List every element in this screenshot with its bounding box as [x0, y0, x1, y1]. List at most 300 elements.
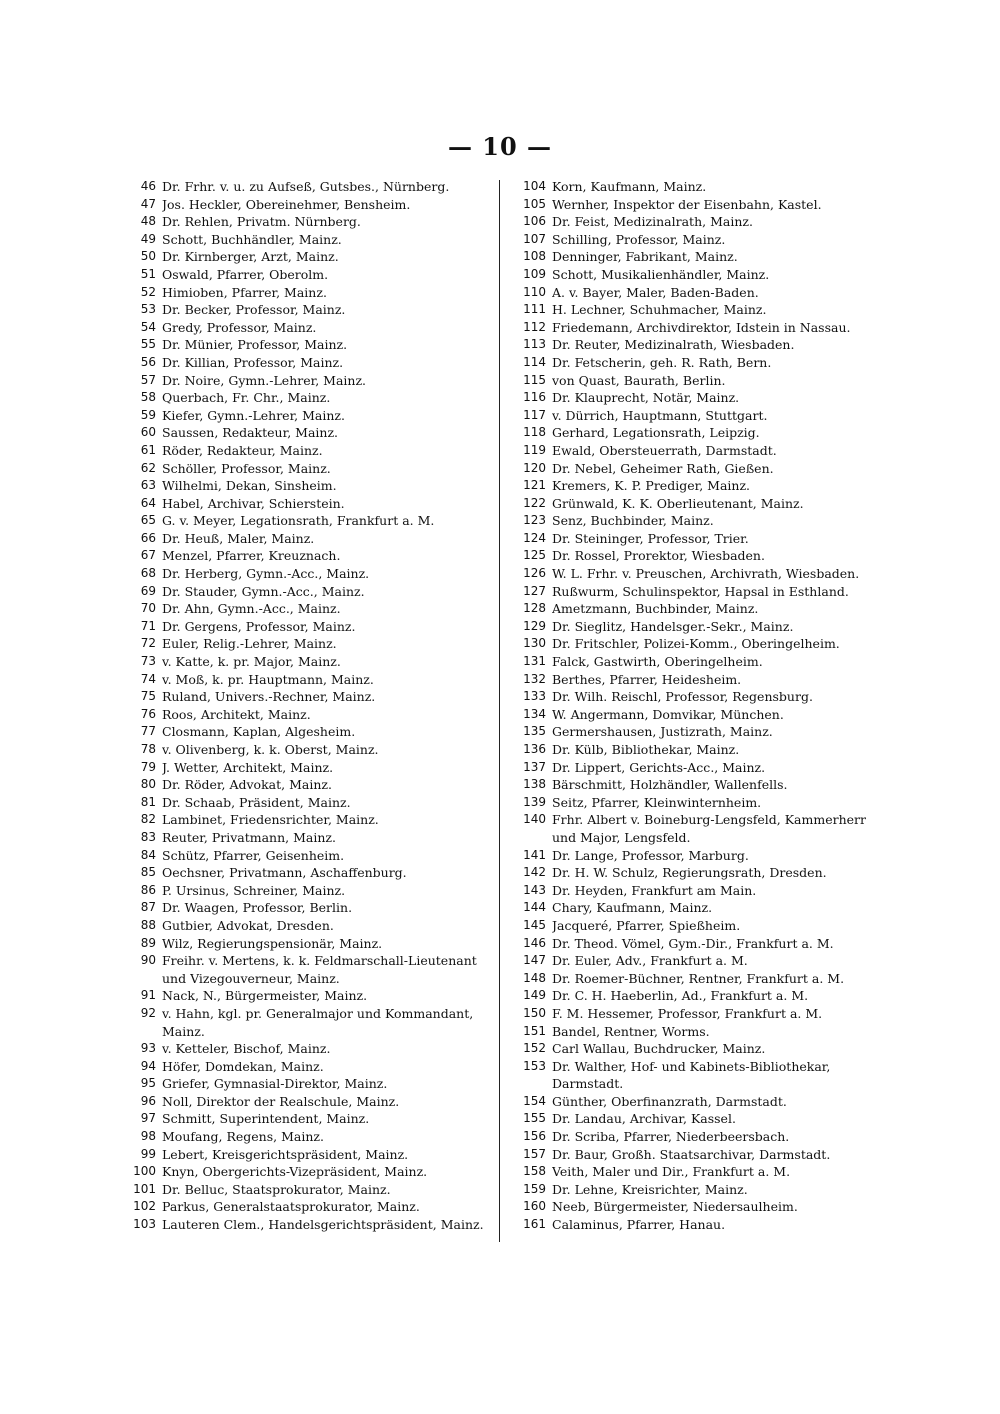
list-item: [120, 178, 492, 196]
entry-number: 107: [523, 231, 546, 246]
entry-text: Bandel, Rentner, Worms.: [552, 1023, 710, 1039]
entry-number: 114: [523, 354, 546, 369]
entry-number: 99: [140, 1146, 156, 1161]
entry-number: 110: [523, 284, 546, 299]
entry-text: Frhr. Albert v. Boineburg-Lengsfeld, Kammerherr und Major, Lengsfeld.: [552, 812, 866, 845]
list-item: [120, 987, 492, 1005]
entry-text: Dr. Fritschler, Polizei-Komm., Oberingelheim.: [552, 636, 840, 652]
entry-number: 91: [140, 988, 156, 1003]
list-item: [510, 935, 885, 953]
list-item: [510, 583, 885, 601]
list-item: [120, 811, 492, 829]
entry-number: 64: [140, 495, 156, 510]
entry-number: 54: [140, 319, 156, 334]
entry-number: 121: [523, 478, 546, 493]
list-item: [120, 477, 492, 495]
entry-number: 153: [523, 1058, 546, 1073]
entry-text: Dr. Frhr. v. u. zu Aufseß, Gutsbes., Nürnberg.: [162, 179, 450, 194]
list-item: [510, 319, 885, 337]
entry-number: 124: [523, 530, 546, 545]
entry-text: Dr. Belluc, Staatsprokurator, Mainz.: [162, 1181, 391, 1197]
entry-number: 87: [140, 900, 156, 915]
entry-text: Calaminus, Pfarrer, Hanau.: [552, 1217, 726, 1233]
entry-text: v. Ketteler, Bischof, Mainz.: [162, 1041, 331, 1057]
list-item: [510, 1216, 885, 1234]
entry-text: Dr. Walther, Hof- und Kabinets-Bibliothekar, Darmstadt.: [552, 1058, 831, 1092]
entry-number: 67: [140, 548, 156, 563]
list-item: [510, 196, 885, 214]
entry-number: 133: [523, 689, 546, 704]
list-item: [510, 635, 885, 653]
entry-number: 88: [140, 917, 156, 932]
entry-text: Reuter, Privatmann, Mainz.: [162, 829, 336, 845]
entry-number: 115: [523, 372, 546, 387]
entry-number: 77: [140, 724, 156, 739]
entry-number: 154: [523, 1093, 546, 1108]
entry-number: 70: [140, 601, 156, 616]
list-item: [120, 741, 492, 759]
entry-number: 148: [523, 970, 546, 985]
entry-number: 92: [140, 1005, 156, 1020]
list-item: [120, 1110, 492, 1128]
entry-text: Korn, Kaufmann, Mainz.: [552, 179, 707, 194]
entry-text: Berthes, Pfarrer, Heidesheim.: [552, 671, 742, 687]
entry-number: 96: [140, 1093, 156, 1108]
list-item: [120, 688, 492, 706]
list-item: [120, 847, 492, 865]
list-item: [510, 899, 885, 917]
entry-text: Noll, Direktor der Realschule, Mainz.: [162, 1093, 400, 1109]
list-item: [120, 706, 492, 724]
entry-text: Dr. H. W. Schulz, Regierungsrath, Dresden.: [552, 865, 827, 881]
entry-number: 58: [140, 390, 156, 405]
entry-text: Friedemann, Archivdirektor, Idstein in Nassau.: [552, 319, 851, 335]
list-item: [120, 1216, 492, 1234]
list-item: [120, 442, 492, 460]
entry-text: Dr. C. H. Haeberlin, Ad., Frankfurt a. M.: [552, 988, 809, 1004]
list-item: [120, 618, 492, 636]
list-item: [120, 407, 492, 425]
entry-text: Grünwald, K. K. Oberlieutenant, Mainz.: [552, 495, 804, 511]
entry-text: Dr. Euler, Adv., Frankfurt a. M.: [552, 953, 748, 969]
entry-number: 158: [523, 1164, 546, 1179]
list-item: [510, 266, 885, 284]
entry-text: Griefer, Gymnasial-Direktor, Mainz.: [162, 1076, 388, 1092]
list-item: [120, 231, 492, 249]
entry-text: Dr. Sieglitz, Handelsger.-Sekr., Mainz.: [552, 618, 794, 634]
list-item: [510, 1093, 885, 1111]
entry-text: Röder, Redakteur, Mainz.: [162, 442, 323, 458]
entry-number: 118: [523, 425, 546, 440]
entry-number: 119: [523, 442, 546, 457]
entry-number: 132: [523, 671, 546, 686]
list-item: [120, 1005, 492, 1040]
left-column: [120, 178, 492, 1234]
list-item: [510, 547, 885, 565]
entry-text: Dr. Steininger, Professor, Trier.: [552, 530, 749, 546]
entry-number: 50: [140, 249, 156, 264]
entry-number: 146: [523, 935, 546, 950]
entry-text: v. Hahn, kgl. pr. Generalmajor und Kommandant, Mainz.: [162, 1005, 474, 1039]
entry-text: Schott, Musikalienhändler, Mainz.: [552, 266, 770, 282]
list-item: [510, 178, 885, 196]
list-item: [120, 495, 492, 513]
entry-number: 144: [523, 900, 546, 915]
entry-text: Falck, Gastwirth, Oberingelheim.: [552, 654, 763, 670]
entry-number: 85: [140, 865, 156, 880]
entry-text: Saussen, Redakteur, Mainz.: [162, 425, 339, 441]
list-item: [510, 952, 885, 970]
entry-number: 113: [523, 337, 546, 352]
list-item: [120, 723, 492, 741]
entry-number: 61: [140, 442, 156, 457]
entry-number: 84: [140, 847, 156, 862]
entry-text: Dr. Fetscherin, geh. R. Rath, Bern.: [552, 354, 772, 370]
entry-text: Lauteren Clem., Handelsgerichtspräsident, Mainz.: [162, 1217, 484, 1233]
entry-text: J. Wetter, Architekt, Mainz.: [162, 759, 334, 775]
entry-text: W. L. Frhr. v. Preuschen, Archivrath, Wiesbaden.: [552, 566, 860, 582]
entry-number: 150: [523, 1005, 546, 1020]
list-item: [510, 389, 885, 407]
entry-text: Dr. Röder, Advokat, Mainz.: [162, 777, 332, 793]
entry-text: Dr. Rossel, Prorektor, Wiesbaden.: [552, 548, 765, 564]
entry-text: Wernher, Inspektor der Eisenbahn, Kastel.: [552, 196, 822, 212]
entry-number: 126: [523, 566, 546, 581]
entry-text: Dr. Stauder, Gymn.-Acc., Mainz.: [162, 583, 365, 599]
entry-number: 140: [523, 812, 546, 827]
entry-number: 102: [133, 1199, 156, 1214]
list-item: [120, 952, 492, 987]
entry-number: 52: [140, 284, 156, 299]
entry-number: 47: [140, 196, 156, 211]
entry-number: 89: [140, 935, 156, 950]
entry-text: Dr. Killian, Professor, Mainz.: [162, 354, 344, 370]
list-item: [120, 1040, 492, 1058]
entry-number: 68: [140, 566, 156, 581]
entry-number: 82: [140, 812, 156, 827]
entry-number: 94: [140, 1058, 156, 1073]
entry-text: Dr. Noire, Gymn.-Lehrer, Mainz.: [162, 372, 367, 388]
entry-number: 76: [140, 706, 156, 721]
entry-number: 49: [140, 231, 156, 246]
entry-text: Dr. Kirnberger, Arzt, Mainz.: [162, 249, 339, 265]
entry-text: Schott, Buchhändler, Mainz.: [162, 231, 342, 247]
entry-text: Gutbier, Advokat, Dresden.: [162, 917, 334, 933]
entry-text: Carl Wallau, Buchdrucker, Mainz.: [552, 1041, 766, 1057]
entry-number: 69: [140, 583, 156, 598]
list-item: [120, 1128, 492, 1146]
entry-text: Dr. Külb, Bibliothekar, Mainz.: [552, 742, 740, 757]
list-item: [120, 1146, 492, 1164]
entry-number: 145: [523, 917, 546, 932]
entry-number: 159: [523, 1181, 546, 1196]
list-item: [120, 864, 492, 882]
entry-number: 108: [523, 249, 546, 264]
entry-number: 65: [140, 513, 156, 528]
entry-text: Jacqueré, Pfarrer, Spießheim.: [552, 917, 741, 933]
entry-text: Gerhard, Legationsrath, Leipzig.: [552, 425, 760, 441]
entry-text: Jos. Heckler, Obereinehmer, Bensheim.: [162, 196, 411, 212]
entry-number: 123: [523, 513, 546, 528]
list-item: [120, 1075, 492, 1093]
entry-number: 155: [523, 1111, 546, 1126]
entry-text: Querbach, Fr. Chr., Mainz.: [162, 390, 331, 406]
entry-number: 105: [523, 196, 546, 211]
list-item: [510, 1128, 885, 1146]
list-item: [510, 759, 885, 777]
entry-text: Dr. Waagen, Professor, Berlin.: [162, 900, 353, 916]
entry-text: F. M. Hessemer, Professor, Frankfurt a. M.: [552, 1005, 823, 1021]
column-divider: [499, 180, 500, 1242]
list-item: [120, 196, 492, 214]
entry-text: Dr. Lippert, Gerichts-Acc., Mainz.: [552, 759, 766, 775]
list-item: [120, 547, 492, 565]
list-item: [510, 847, 885, 865]
entry-number: 130: [523, 636, 546, 651]
entry-number: 80: [140, 777, 156, 792]
list-item: [120, 319, 492, 337]
list-item: [510, 460, 885, 478]
entry-number: 161: [523, 1217, 546, 1232]
entry-number: 143: [523, 882, 546, 897]
list-item: [510, 706, 885, 724]
list-item: [120, 935, 492, 953]
list-item: [510, 565, 885, 583]
list-item: [510, 530, 885, 548]
list-item: [120, 284, 492, 302]
entry-number: 151: [523, 1023, 546, 1038]
list-item: [510, 301, 885, 319]
entry-number: 86: [140, 882, 156, 897]
list-item: [510, 1040, 885, 1058]
list-item: [120, 1198, 492, 1216]
entry-number: 160: [523, 1199, 546, 1214]
entry-text: v. Moß, k. pr. Hauptmann, Mainz.: [162, 671, 374, 687]
list-item: [120, 1181, 492, 1199]
entry-number: 122: [523, 495, 546, 510]
entry-number: 48: [140, 214, 156, 229]
entry-text: Denninger, Fabrikant, Mainz.: [552, 249, 738, 265]
entry-number: 112: [523, 319, 546, 334]
entry-text: Dr. Münier, Professor, Mainz.: [162, 337, 348, 353]
entry-number: 73: [140, 654, 156, 669]
entry-number: 116: [523, 390, 546, 405]
entry-number: 156: [523, 1129, 546, 1144]
entry-text: Ewald, Obersteuerrath, Darmstadt.: [552, 442, 777, 458]
entry-text: Dr. Schaab, Präsident, Mainz.: [162, 794, 351, 810]
list-item: [510, 741, 885, 759]
list-item: [120, 248, 492, 266]
entry-number: 78: [140, 742, 156, 756]
list-item: [510, 477, 885, 495]
entry-text: Kiefer, Gymn.-Lehrer, Mainz.: [162, 407, 345, 423]
list-item: [510, 1146, 885, 1164]
entry-text: Dr. Nebel, Geheimer Rath, Gießen.: [552, 460, 774, 476]
list-item: [510, 864, 885, 882]
entry-number: 142: [523, 865, 546, 880]
page-number: — 10 —: [447, 132, 553, 161]
entry-number: 62: [140, 460, 156, 475]
entry-text: Rußwurm, Schulinspektor, Hapsal in Esthland.: [552, 583, 849, 599]
entry-number: 90: [140, 953, 156, 968]
list-item: [510, 1023, 885, 1041]
entry-number: 97: [140, 1111, 156, 1126]
entry-number: 109: [523, 266, 546, 281]
list-item: [120, 583, 492, 601]
entry-number: 138: [523, 777, 546, 792]
entry-number: 125: [523, 548, 546, 563]
entry-text: Dr. Klauprecht, Notär, Mainz.: [552, 390, 740, 406]
list-item: [120, 829, 492, 847]
list-item: [120, 213, 492, 231]
list-item: [120, 301, 492, 319]
list-item: [510, 723, 885, 741]
list-item: [120, 372, 492, 390]
entry-text: Dr. Reuter, Medizinalrath, Wiesbaden.: [552, 337, 795, 353]
entry-number: 75: [140, 689, 156, 704]
list-item: [510, 512, 885, 530]
entry-text: Kremers, K. P. Prediger, Mainz.: [552, 478, 750, 494]
right-column: [510, 178, 885, 1234]
list-item: [510, 776, 885, 794]
entry-number: 101: [133, 1181, 156, 1196]
entry-number: 152: [523, 1041, 546, 1056]
entry-number: 103: [133, 1217, 156, 1232]
entry-number: 134: [523, 706, 546, 721]
entry-text: Freihr. v. Mertens, k. k. Feldmarschall-Lieutenant und Vizegouverneur, Mainz.: [162, 953, 477, 986]
list-item: [120, 1093, 492, 1111]
entry-number: 100: [133, 1164, 156, 1179]
entry-number: 72: [140, 636, 156, 651]
list-item: [510, 1198, 885, 1216]
entry-text: G. v. Meyer, Legationsrath, Frankfurt a. M.: [162, 513, 435, 529]
list-item: [510, 284, 885, 302]
entry-text: Dr. Herberg, Gymn.-Acc., Mainz.: [162, 566, 370, 582]
entry-text: Schmitt, Superintendent, Mainz.: [162, 1111, 370, 1127]
entry-number: 46: [140, 179, 156, 193]
list-item: [120, 336, 492, 354]
list-item: [120, 512, 492, 530]
entry-number: 63: [140, 478, 156, 493]
entry-number: 53: [140, 302, 156, 317]
entry-text: Knyn, Obergerichts-Vizepräsident, Mainz.: [162, 1164, 428, 1180]
list-item: [120, 354, 492, 372]
list-item: [510, 811, 885, 846]
entry-text: Gredy, Professor, Mainz.: [162, 319, 317, 335]
entry-number: 56: [140, 354, 156, 369]
list-item: [510, 618, 885, 636]
entry-number: 136: [523, 742, 546, 756]
list-item: [120, 389, 492, 407]
list-item: [120, 1058, 492, 1076]
list-item: [510, 231, 885, 249]
entry-number: 71: [140, 618, 156, 633]
list-item: [120, 530, 492, 548]
list-item: [510, 970, 885, 988]
entry-text: Dr. Landau, Archivar, Kassel.: [552, 1111, 736, 1127]
entry-text: Ametzmann, Buchbinder, Mainz.: [552, 601, 759, 617]
entry-number: 139: [523, 794, 546, 809]
entry-text: Senz, Buchbinder, Mainz.: [552, 513, 714, 529]
list-item: [510, 600, 885, 618]
list-item: [120, 794, 492, 812]
entry-text: v. Dürrich, Hauptmann, Stuttgart.: [552, 407, 768, 423]
entry-text: W. Angermann, Domvikar, München.: [552, 706, 784, 722]
entry-text: Neeb, Bürgermeister, Niedersaulheim.: [552, 1199, 798, 1215]
list-item: [510, 248, 885, 266]
entry-text: Lambinet, Friedensrichter, Mainz.: [162, 812, 379, 828]
entry-text: Euler, Relig.-Lehrer, Mainz.: [162, 636, 337, 652]
list-item: [120, 653, 492, 671]
entry-text: Himioben, Pfarrer, Mainz.: [162, 284, 327, 300]
entry-number: 55: [140, 337, 156, 352]
entry-text: Wilhelmi, Dekan, Sinsheim.: [162, 478, 337, 494]
entry-number: 106: [523, 214, 546, 229]
entry-number: 137: [523, 759, 546, 774]
list-item: [510, 688, 885, 706]
list-item: [510, 336, 885, 354]
list-item: [510, 882, 885, 900]
entry-text: P. Ursinus, Schreiner, Mainz.: [162, 882, 346, 898]
entry-number: 149: [523, 988, 546, 1003]
entry-number: 74: [140, 671, 156, 686]
entry-number: 59: [140, 407, 156, 422]
list-item: [510, 794, 885, 812]
entry-text: v. Katte, k. pr. Major, Mainz.: [162, 654, 341, 670]
entry-number: 95: [140, 1076, 156, 1091]
list-item: [120, 424, 492, 442]
list-item: [120, 460, 492, 478]
entry-number: 66: [140, 530, 156, 545]
list-item: [510, 213, 885, 231]
list-item: [510, 407, 885, 425]
list-item: [120, 899, 492, 917]
list-item: [120, 600, 492, 618]
list-item: [120, 565, 492, 583]
entry-text: Bärschmitt, Holzhändler, Wallenfells.: [552, 777, 788, 793]
list-item: [510, 1005, 885, 1023]
entry-text: Dr. Heuß, Maler, Mainz.: [162, 530, 315, 546]
entry-text: Parkus, Generalstaatsprokurator, Mainz.: [162, 1199, 420, 1215]
entry-number: 104: [523, 179, 546, 193]
entry-text: Chary, Kaufmann, Mainz.: [552, 900, 713, 916]
entry-number: 83: [140, 829, 156, 844]
entry-text: Menzel, Pfarrer, Kreuznach.: [162, 548, 341, 564]
entry-number: 51: [140, 266, 156, 281]
list-item: [510, 354, 885, 372]
entry-text: Ruland, Univers.-Rechner, Mainz.: [162, 689, 376, 705]
entry-number: 127: [523, 583, 546, 598]
entry-text: Dr. Baur, Großh. Staatsarchivar, Darmstadt.: [552, 1146, 831, 1162]
entry-text: Dr. Lehne, Kreisrichter, Mainz.: [552, 1181, 748, 1197]
entry-text: Wilz, Regierungspensionär, Mainz.: [162, 935, 383, 951]
entry-text: Lebert, Kreisgerichtspräsident, Mainz.: [162, 1146, 409, 1162]
entry-number: 141: [523, 847, 546, 862]
entry-number: 93: [140, 1041, 156, 1056]
entry-text: Habel, Archivar, Schierstein.: [162, 495, 345, 511]
entry-text: Seitz, Pfarrer, Kleinwinternheim.: [552, 794, 762, 810]
entry-text: Schütz, Pfarrer, Geisenheim.: [162, 847, 345, 863]
entry-text: Dr. Scriba, Pfarrer, Niederbeersbach.: [552, 1129, 790, 1145]
entry-number: 81: [140, 794, 156, 809]
entry-number: 60: [140, 425, 156, 440]
entry-text: Dr. Lange, Professor, Marburg.: [552, 847, 749, 863]
list-item: [120, 635, 492, 653]
entry-number: 57: [140, 372, 156, 387]
entry-number: 157: [523, 1146, 546, 1161]
entry-number: 131: [523, 654, 546, 669]
entry-text: Dr. Rehlen, Privatm. Nürnberg.: [162, 214, 361, 230]
